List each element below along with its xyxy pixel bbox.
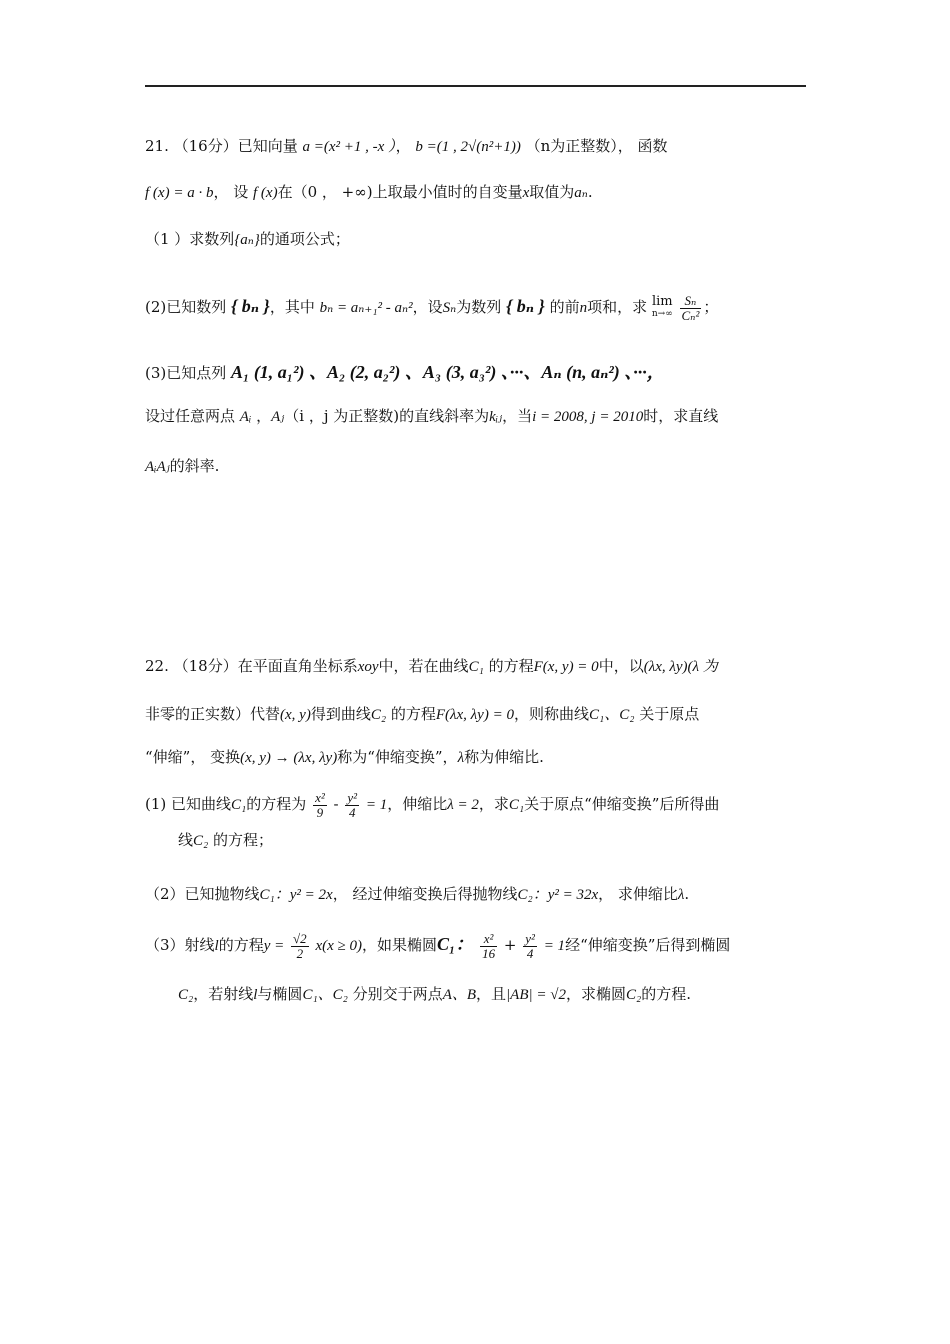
text: ，若射线: [193, 985, 254, 1003]
ab-length: |AB| = √2: [506, 987, 566, 1003]
ij-values: i = 2008, j = 2010: [532, 409, 644, 425]
part-label: （3）射线: [145, 936, 215, 954]
parabola-c1: C₁：y² = 2x: [259, 887, 333, 903]
frac-den: 9: [316, 804, 324, 820]
frac-num: √2: [293, 930, 307, 946]
text: 的方程: [488, 657, 534, 675]
text: 称为“伸缩变换”，: [337, 748, 458, 766]
ray-l: l: [253, 987, 258, 1003]
q22-part-1: [145, 790, 806, 820]
text: （i ，j 为正整数)的直线斜率为: [284, 407, 490, 425]
text: ，如果椭圆: [362, 936, 438, 954]
line-aiaj: AᵢAⱼ: [145, 459, 170, 475]
equation-f-lambda: F(λx, λy) = 0: [435, 707, 514, 723]
text: (λ 为: [687, 659, 718, 675]
q21-line-1: [145, 132, 806, 161]
frac-num: x²: [480, 932, 497, 947]
equation-f: F(x, y) = 0: [533, 659, 599, 675]
text: 经“伸缩变换”后得到椭圆: [565, 936, 731, 954]
lim-under: n→∞: [651, 309, 673, 319]
ellipse-c2: C₂: [625, 987, 642, 1003]
text: ，伸缩比: [387, 795, 448, 813]
text: 为数列: [456, 298, 502, 316]
period: .: [587, 183, 593, 201]
frac-x2-16: [480, 932, 497, 961]
n: n: [579, 300, 588, 316]
frac-sqrt2-2: [291, 932, 309, 961]
frac-y2-4: [523, 932, 537, 961]
text: 分别交于两点: [352, 985, 443, 1003]
transform: (x, y) → (λx, λy): [240, 750, 338, 766]
text: 的方程；: [213, 831, 274, 849]
function-def: f (x) = a · b: [145, 185, 214, 201]
sequence-an: {aₙ}: [234, 232, 260, 248]
curve-c1: C₁: [508, 797, 525, 813]
lambda: λ: [677, 887, 685, 903]
q22-part-3-line-2: [178, 980, 806, 1009]
text: ，且: [476, 985, 507, 1003]
sep: ，: [395, 137, 411, 155]
x-condition: x(x ≥ 0): [315, 938, 363, 954]
q22-line-2: [145, 700, 806, 729]
limit: [652, 296, 673, 320]
curve-c1: C₁: [468, 659, 484, 675]
text: .: [684, 885, 690, 903]
minus: -: [333, 795, 339, 813]
text: “伸缩”， 变换: [145, 748, 241, 766]
part-label: (3)已知点列: [145, 364, 227, 382]
ellipse-c2: C₂: [178, 987, 194, 1003]
curve-c2: C₂: [370, 707, 387, 723]
xy: (x, y): [280, 707, 311, 723]
q21-part-3-line-3: [145, 452, 806, 481]
text: 非零的正实数）代替: [145, 705, 281, 723]
text: ， 经过伸缩变换后得抛物线: [332, 885, 518, 903]
text: 项和，求: [587, 298, 648, 316]
points-ab: A、B: [442, 987, 477, 1003]
sequence-bn: { bₙ }: [231, 296, 270, 316]
an: aₙ: [574, 185, 588, 201]
q22-part-1-line-2: [178, 826, 806, 855]
text: ，设: [412, 298, 443, 316]
ray-l: l: [214, 938, 219, 954]
part-label: (2)已知数列: [145, 298, 227, 316]
sn-over-cn2: [680, 294, 702, 323]
parabola-c2: C₂：y² = 32x: [517, 887, 599, 903]
curve-c1: C₁: [231, 797, 247, 813]
text: 关于原点“伸缩变换”后所得曲: [524, 795, 720, 813]
text: 得到曲线: [310, 705, 371, 723]
text: 的方程.: [641, 985, 691, 1003]
bn-definition: bₙ = aₙ₊₁² - aₙ²: [319, 300, 413, 316]
equals-one: = 1: [543, 938, 566, 954]
frac-den: 4: [526, 945, 534, 961]
text: 的方程: [390, 705, 436, 723]
q21-line-2: [145, 178, 806, 207]
text: 的方程为: [246, 795, 307, 813]
frac-x2-9: [313, 791, 327, 820]
frac-num: y²: [347, 789, 358, 805]
sn: Sₙ: [442, 300, 457, 316]
q21-part-3-line-2: [145, 402, 806, 431]
text: 时，求直线: [643, 407, 719, 425]
vector-a: a =(x² +1 , -x ）: [302, 139, 396, 155]
point-ai: Aᵢ: [239, 409, 252, 425]
q21-part-2: [145, 292, 806, 323]
text: ，当: [502, 407, 533, 425]
equals-one: = 1: [365, 797, 388, 813]
frac-num: Sₙ: [680, 294, 702, 309]
curves-c1-c2: C₁、C₂: [588, 707, 635, 723]
text: 设过任意两点: [145, 407, 236, 425]
text: 中，以: [598, 657, 644, 675]
sequence-bn: { bₙ }: [506, 296, 545, 316]
text: 的前: [549, 298, 580, 316]
q22-line-1: [145, 652, 806, 681]
point-aj: Aⱼ: [271, 409, 285, 425]
text: ；: [703, 298, 719, 316]
condition-n: （n为正整数）， 函数: [525, 137, 668, 155]
lambda-value: λ = 2: [447, 797, 479, 813]
text: 关于原点: [639, 705, 700, 723]
curve-c2: C₂: [193, 833, 209, 849]
text: 中，若在曲线: [378, 657, 469, 675]
point-sequence: A₁ (1, a₁²) 、A₂ (2, a₂²) 、A₃ (3, a₃²) 、···、Aₙ (n, aₙ²) 、···，: [231, 362, 665, 382]
lim-word: lim: [651, 294, 673, 309]
frac-y2-4: [345, 791, 359, 820]
frac-den: Cₙ²: [681, 307, 700, 323]
frac-den: 4: [348, 804, 356, 820]
text: 的斜率.: [169, 457, 220, 475]
part-label: （2）已知抛物线: [145, 885, 260, 903]
text: 的方程: [218, 936, 264, 954]
part-label: （1 ）求数列: [145, 230, 235, 248]
q22-line-3: [145, 743, 806, 772]
text: ，求: [478, 795, 509, 813]
text: ，: [256, 407, 272, 425]
substitution: (λx, λy): [643, 659, 688, 675]
sep: ， 设: [213, 183, 249, 201]
ellipses-c1-c2: C₁、C₂: [302, 987, 348, 1003]
slope-kij: kᵢⱼ: [489, 409, 503, 425]
q22-stem: 22. （18分）在平面直角坐标系: [145, 657, 358, 675]
lambda: λ: [457, 750, 465, 766]
stem: 上取最小值时的自变量: [372, 183, 523, 201]
vector-b: b =(1 , 2√(n²+1)): [415, 139, 521, 155]
part-text: 的通项公式；: [259, 230, 350, 248]
q21-stem: 21. （16分）已知向量: [145, 137, 298, 155]
plus: +: [503, 936, 517, 954]
text: 线: [178, 831, 194, 849]
frac-den: 2: [296, 945, 304, 961]
var-x: x: [522, 185, 530, 201]
ellipse-c1: C₁：: [437, 934, 474, 954]
fx: f (x): [253, 185, 278, 201]
part-label: (1) 已知曲线: [145, 795, 232, 813]
q21-part-3: [145, 358, 806, 387]
interval: 在（0 ， +∞): [277, 183, 373, 201]
text: ，求椭圆: [565, 985, 626, 1003]
header-rule: [145, 85, 806, 87]
xoy: xoy: [357, 659, 379, 675]
q21-part-1: [145, 225, 806, 254]
text: 称为伸缩比.: [464, 748, 544, 766]
text: 与椭圆: [257, 985, 303, 1003]
text: ，则称曲线: [513, 705, 589, 723]
frac-num: x²: [315, 789, 325, 805]
frac-num: y²: [525, 930, 535, 946]
y-equals: y =: [263, 938, 285, 954]
text: ，其中: [269, 298, 315, 316]
q22-part-3: [145, 930, 806, 961]
text: ， 求伸缩比: [598, 885, 678, 903]
q22-part-2: [145, 880, 806, 909]
frac-den: 16: [482, 945, 496, 961]
stem: 取值为: [529, 183, 575, 201]
